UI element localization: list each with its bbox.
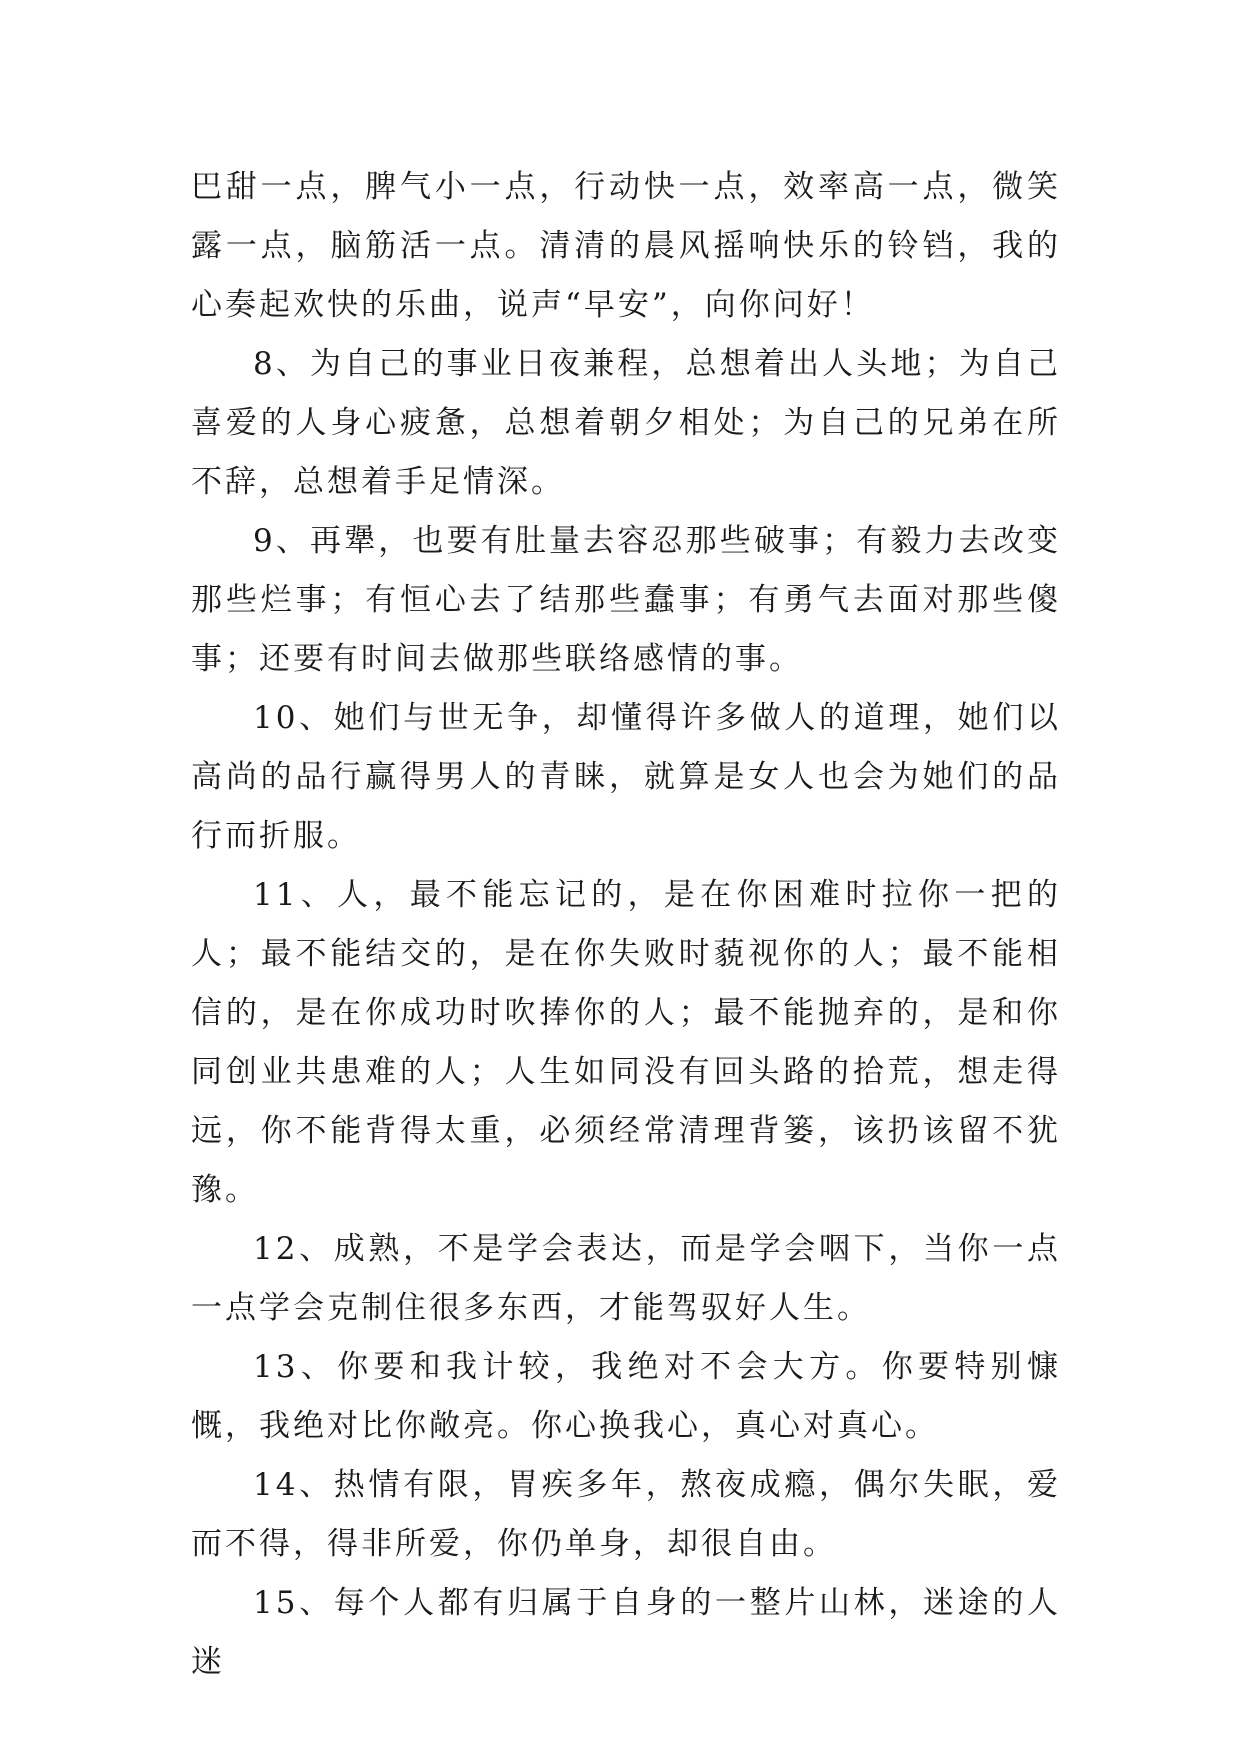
paragraph-12: 12、成熟，不是学会表达，而是学会咽下，当你一点一点学会克制住很多东西，才能驾驭好人生。 [191,1231,1061,1326]
paragraph-15: 15、每个人都有归属于自身的一整片山林，迷途的人迷 [191,1585,1061,1680]
document-body [191,158,1061,1692]
paragraph-8: 8、为自己的事业日夜兼程，总想着出人头地；为自己喜爱的人身心疲惫，总想着朝夕相处；为自己的兄弟在所不辞，总想着手足情深。 [191,346,1061,500]
paragraph-11: 11、人，最不能忘记的，是在你困难时拉你一把的人；最不能结交的，是在你失败时藐视你的人；最不能相信的，是在你成功时吹捧你的人；最不能抛弃的，是和你同创业共患难的人；人生如同没有回头路的拾荒，想走得远，你不能背得太重，必须经常清理背篓，该扔该留不犹豫。 [191,877,1061,1208]
paragraph-continuation: 巴甜一点，脾气小一点，行动快一点，效率高一点，微笑露一点，脑筋活一点。清清的晨风摇响快乐的铃铛，我的心奏起欢快的乐曲，说声“早安”，向你问好！ [191,169,1061,323]
paragraph-13: 13、你要和我计较，我绝对不会大方。你要特别慷慨，我绝对比你敞亮。你心换我心，真心对真心。 [191,1349,1061,1444]
paragraph-10: 10、她们与世无争，却懂得许多做人的道理，她们以高尚的品行赢得男人的青睐，就算是女人也会为她们的品行而折服。 [191,700,1061,854]
paragraph-9: 9、再犟，也要有肚量去容忍那些破事；有毅力去改变那些烂事；有恒心去了结那些蠢事；有勇气去面对那些傻事；还要有时间去做那些联络感情的事。 [191,523,1061,677]
paragraph-14: 14、热情有限，胃疾多年，熬夜成瘾，偶尔失眠，爱而不得，得非所爱，你仍单身，却很自由。 [191,1467,1061,1562]
